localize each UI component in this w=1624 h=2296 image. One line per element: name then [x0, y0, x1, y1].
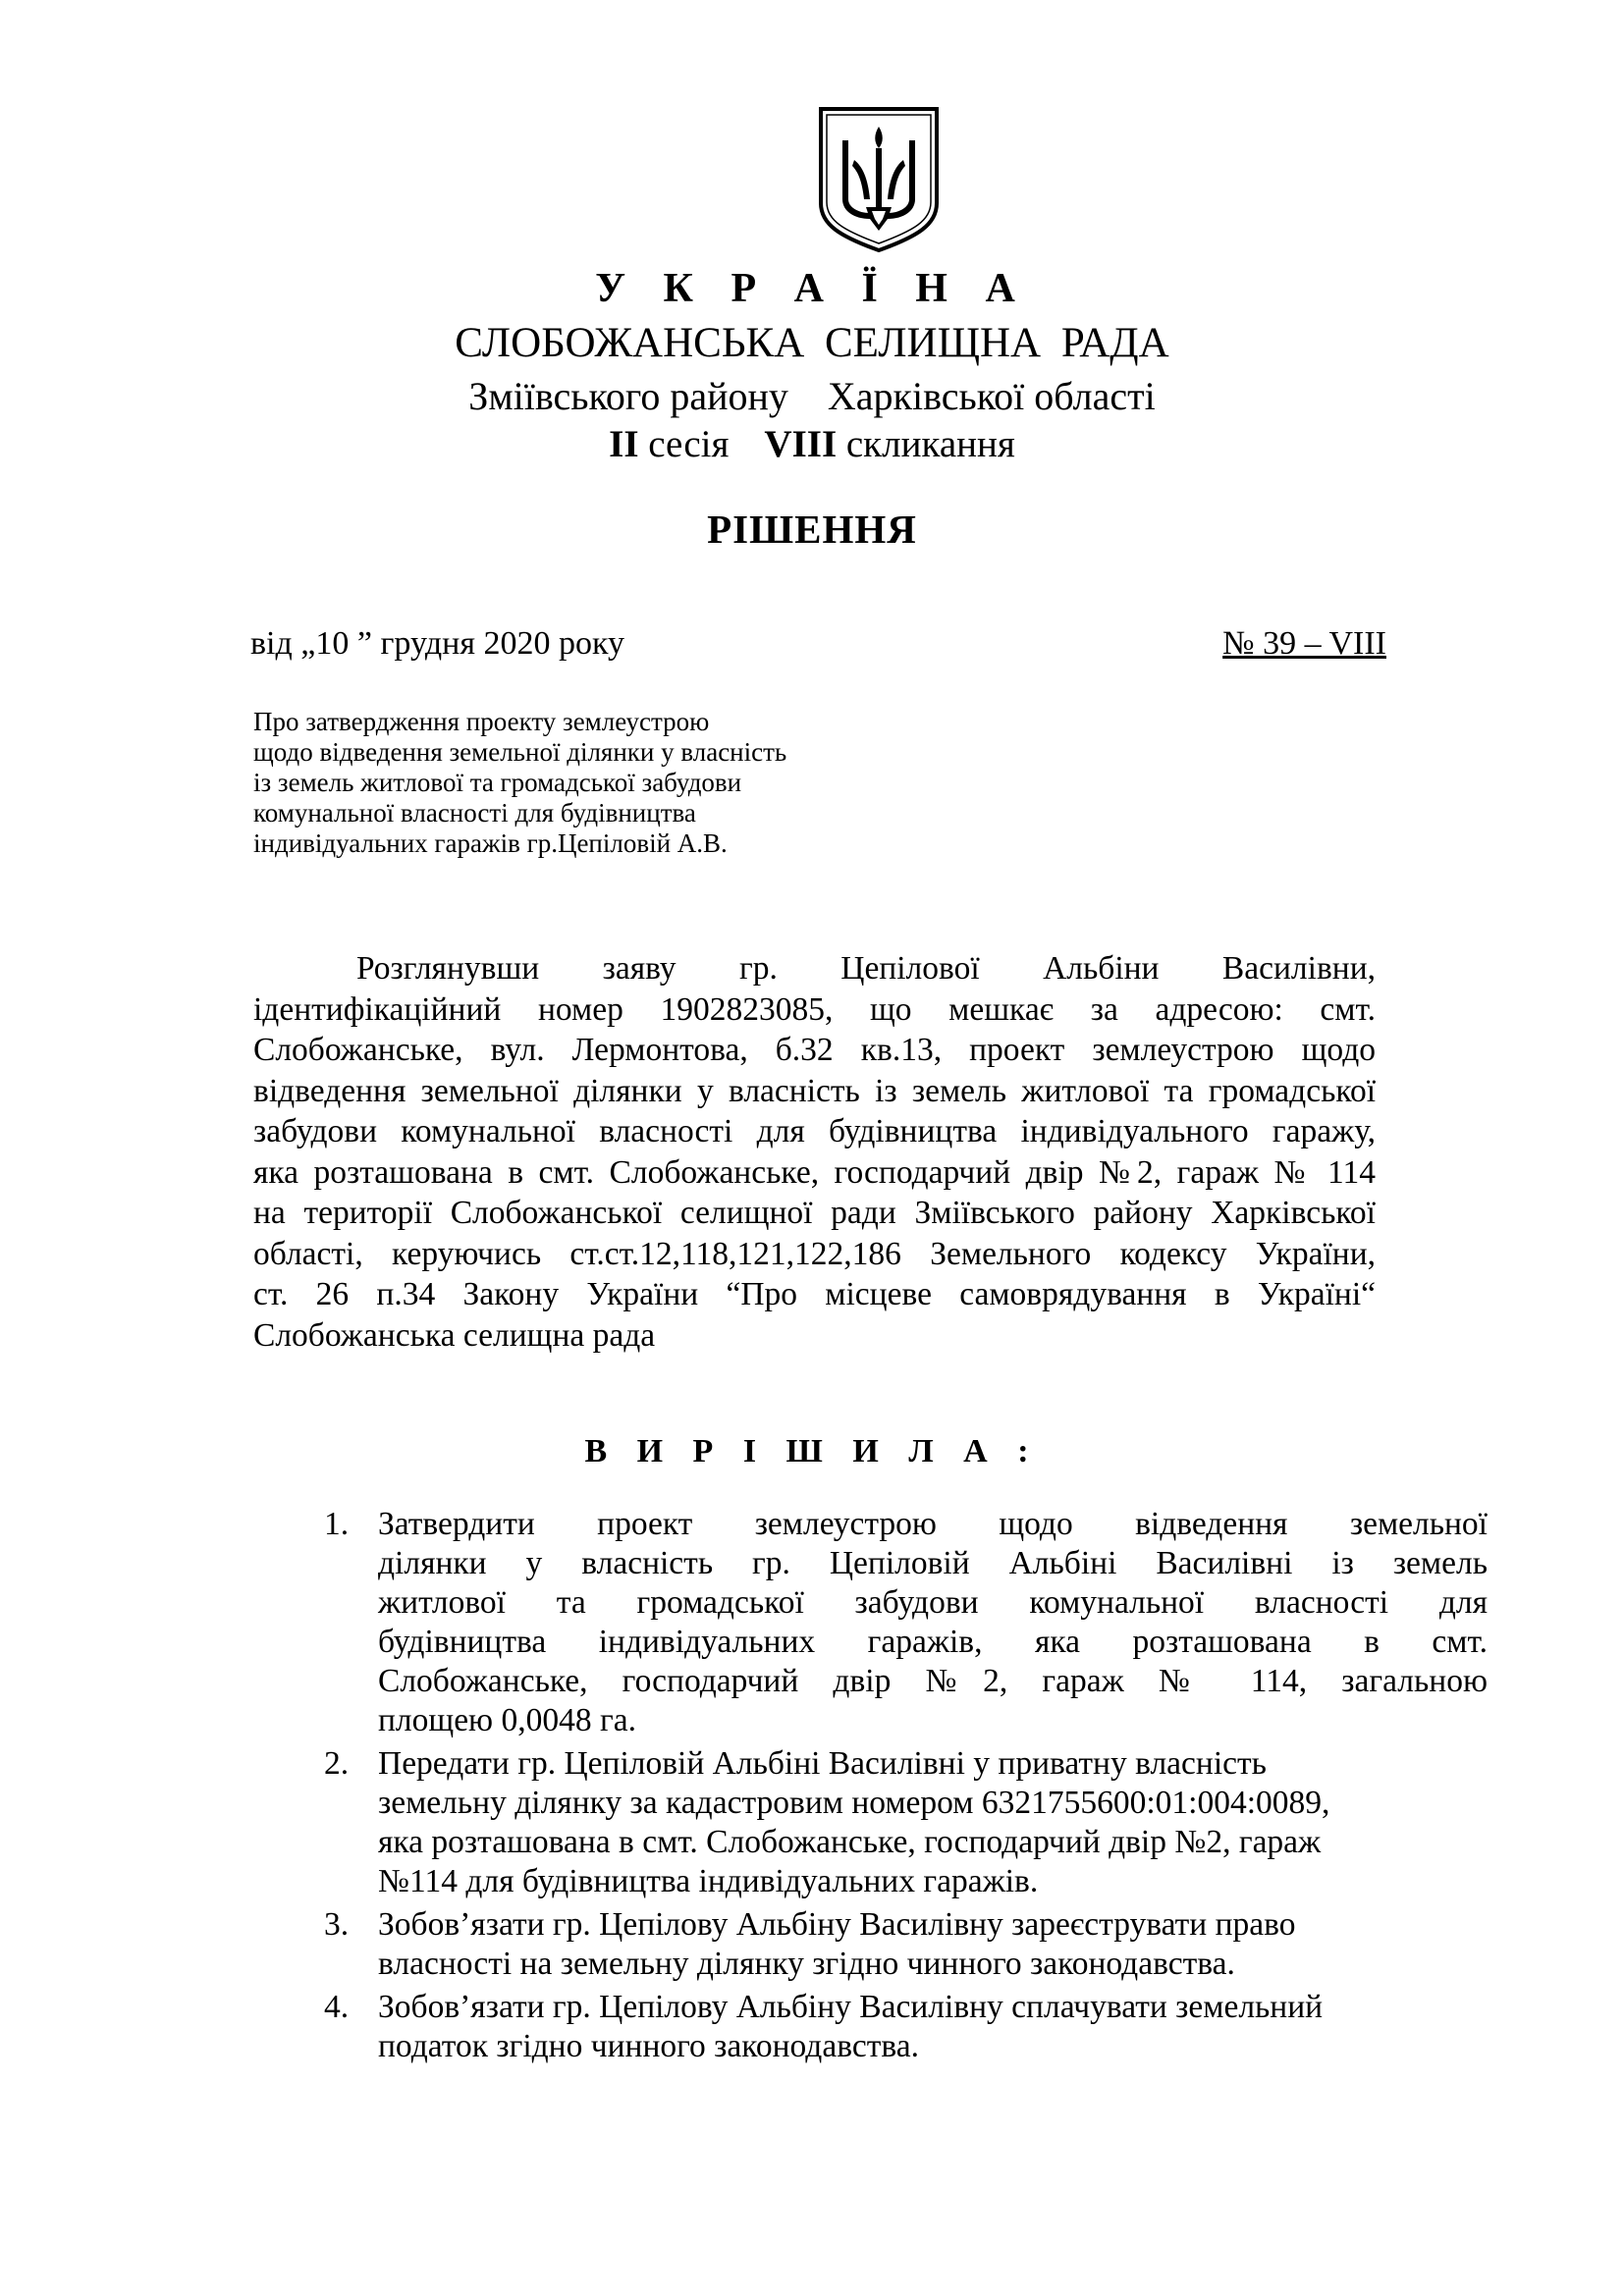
decision-subject [253, 707, 786, 859]
preamble-line: області, керуючись ст.ст.12,118,121,122,186 Земельного кодексу України, [253, 1235, 1376, 1272]
subject-line: щодо відведення земельної ділянки у власність [253, 737, 787, 767]
item-number: 2. [324, 1745, 350, 1782]
decision-number: № 39 – VIII [1222, 625, 1386, 662]
item-line: житлової та громадської забудови комунальної власності для [378, 1584, 1488, 1621]
convocation-word: скликання [845, 423, 1015, 465]
item-line: Зобов’язати гр. Цепілову Альбіну Василівну сплачувати земельний [378, 1989, 1324, 2025]
item-line: площею 0,0048 га. [378, 1702, 636, 1738]
item-number: 4. [324, 1989, 350, 2025]
session-number: II [609, 423, 639, 465]
session-word: сесія [648, 423, 730, 465]
district-name: Зміївського району [468, 374, 788, 418]
subject-line: комунальної власності для будівництва [253, 798, 696, 828]
preamble-line: забудови комунальної власності для будівництва індивідуального гаражу, [253, 1113, 1376, 1149]
decision-list [324, 1505, 1488, 2070]
item-line: Зобов’язати гр. Цепілову Альбіну Василівну зареєструвати право [378, 1906, 1296, 1943]
session-line [0, 422, 1624, 466]
preamble-line: ідентифікаційний номер 1902823085, що мешкає за адресою: смт. [253, 990, 1376, 1028]
coat-of-arms-icon [815, 105, 943, 252]
item-line: будівництва індивідуальних гаражів, яка розташована в смт. [378, 1624, 1488, 1660]
decision-date: від „10 ” грудня 2020 року [250, 625, 625, 662]
item-number: 3. [324, 1906, 350, 1943]
preamble-paragraph [253, 948, 1376, 1356]
preamble-line: на території Слобожанської селищної ради Зміївського району Харківської [253, 1195, 1376, 1231]
subject-line: із земель житлової та громадської забудови [253, 768, 742, 797]
oblast-name: Харківської області [827, 374, 1156, 418]
item-line: податок згідно чинного законодавства. [378, 2028, 919, 2064]
decision-item [324, 1988, 1488, 2066]
item-line: яка розташована в смт. Слобожанське, господарчий двір №2, гараж [378, 1824, 1322, 1860]
item-line: Передати гр. Цепіловій Альбіні Василівні у приватну власність [378, 1745, 1267, 1782]
document-title: РІШЕННЯ [707, 507, 917, 552]
district-line [0, 373, 1624, 419]
decision-item [324, 1905, 1488, 1984]
subject-line: індивідуальних гаражів гр.Цепіловій А.В. [253, 828, 728, 858]
preamble-line: яка розташована в смт. Слобожанське, господарчий двір №2, гараж № 114 [253, 1153, 1376, 1191]
item-line: земельну ділянку за кадастровим номером 6321755600:01:004:0089, [378, 1785, 1330, 1821]
decision-item [324, 1505, 1488, 1740]
item-line: №114 для будівництва індивідуальних гаражів. [378, 1863, 1039, 1899]
item-line: Затвердити проект землеустрою щодо відведення земельної [378, 1506, 1488, 1542]
preamble-line: відведення земельної ділянки у власність із земель житлової та громадської [253, 1072, 1376, 1109]
decided-heading: В И Р І Ш И Л А : [584, 1433, 1040, 1469]
preamble-line: Розглянувши заяву гр. Цепілової Альбіни Василівни, [356, 950, 1376, 987]
item-line: власності на земельну ділянку згідно чинного законодавства. [378, 1946, 1235, 1982]
item-line: ділянки у власність гр. Цепіловій Альбіні Василівні із земель [378, 1545, 1488, 1581]
preamble-line: ст. 26 п.34 Закону України “Про місцеве самоврядування в Україні“ [253, 1276, 1376, 1312]
decision-item [324, 1744, 1488, 1901]
item-number: 1. [324, 1506, 350, 1542]
preamble-line: Слобожанське, вул. Лермонтова, б.32 кв.13, проект землеустрою щодо [253, 1032, 1376, 1068]
preamble-line: Слобожанська селищна рада [253, 1316, 656, 1354]
subject-line: Про затвердження проекту землеустрою [253, 707, 710, 736]
country-name: У К Р А Ї Н А [595, 266, 1029, 311]
convocation-number: VIII [764, 423, 838, 465]
council-name: СЛОБОЖАНСЬКА СЕЛИЩНА РАДА [455, 320, 1169, 366]
item-line: Слобожанське, господарчий двір №2, гараж № 114, загальною [378, 1663, 1488, 1699]
